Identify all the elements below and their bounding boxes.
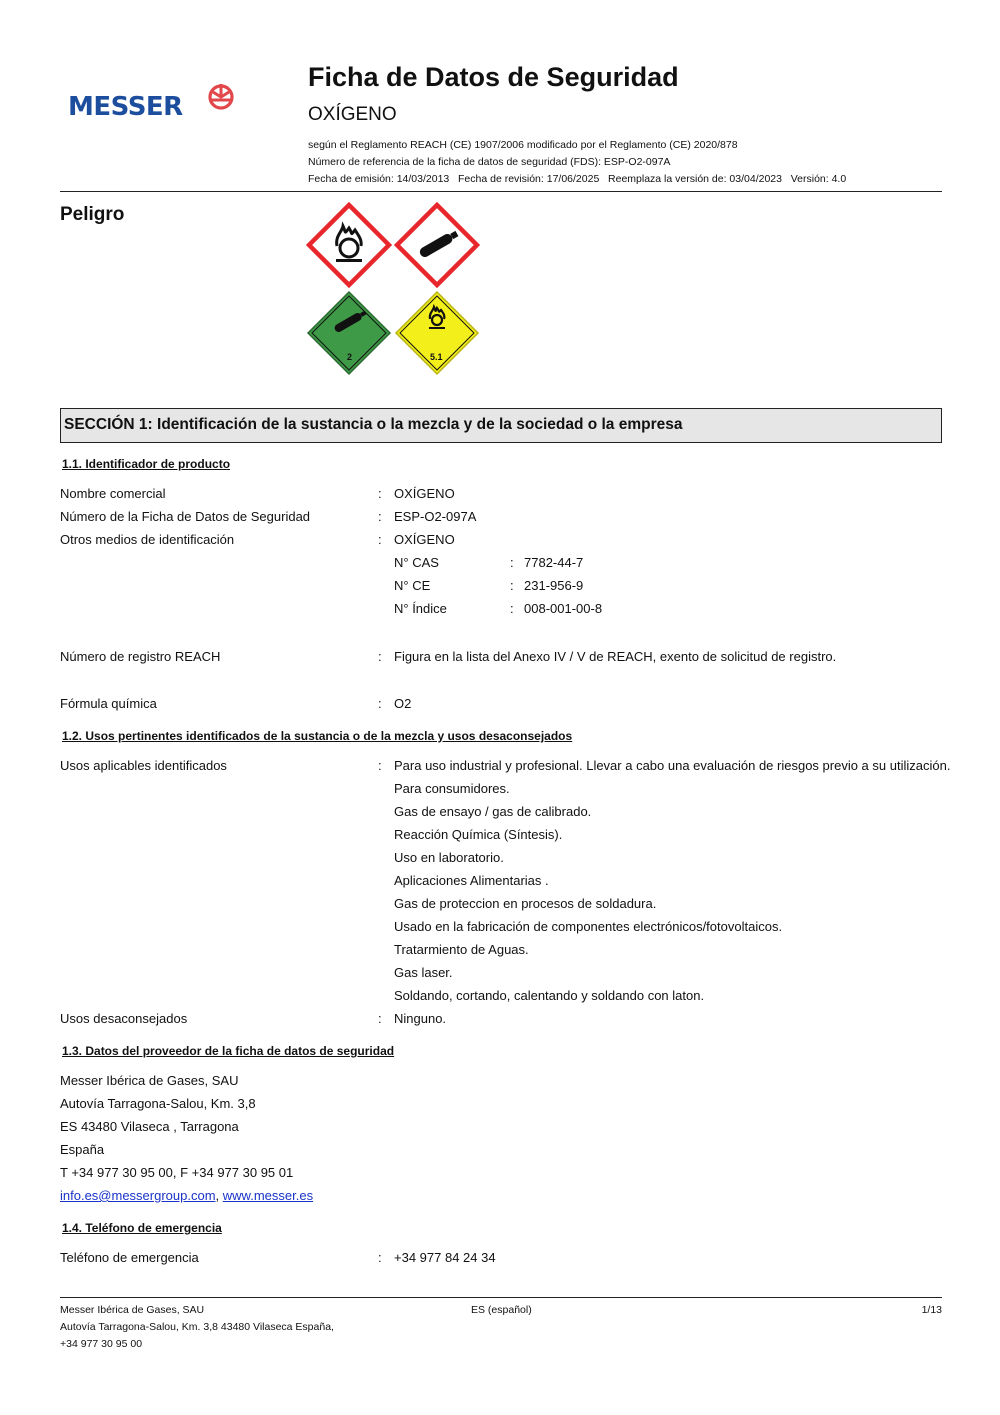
- signal-word: Peligro: [60, 204, 125, 225]
- supplier-contact-links: info.es@messergroup.com, www.messer.es: [60, 1188, 314, 1203]
- transport-number-5-1: 5.1: [430, 352, 443, 362]
- supplier-line: Autovía Tarragona-Salou, Km. 3,8: [60, 1096, 256, 1111]
- transport-number-2: 2: [347, 352, 353, 362]
- use-item: Tratarmiento de Aguas.: [394, 942, 529, 957]
- regulation-line: según el Reglamento REACH (CE) 1907/2006 modificado por el Reglamento (CE) 2020/878: [308, 139, 738, 151]
- reference-line: Número de referencia de la ficha de datos de seguridad (FDS): ESP-O2-097A: [308, 156, 671, 168]
- gas-cylinder-icon: [394, 202, 480, 288]
- subsection-1-4-heading: 1.4. Teléfono de emergencia: [62, 1221, 222, 1235]
- sds-number-label: Número de la Ficha de Datos de Seguridad: [60, 509, 311, 524]
- flame-over-circle-icon: [306, 202, 392, 288]
- emergency-phone-value: +34 977 84 24 34: [394, 1250, 496, 1265]
- identified-uses-label: Usos aplicables identificados: [60, 758, 227, 773]
- reach-label: Número de registro REACH: [60, 649, 221, 664]
- transport-label-class-2: [306, 290, 392, 376]
- use-item: Para consumidores.: [394, 781, 510, 796]
- use-item: Uso en laboratorio.: [394, 850, 504, 865]
- index-value: 008-001-00-8: [524, 601, 603, 616]
- section-1-header: [60, 408, 942, 443]
- footer-address: Autovía Tarragona-Salou, Km. 3,8 43480 Vilaseca España,: [60, 1321, 334, 1333]
- logo-text: MESSER: [68, 92, 183, 122]
- formula-label: Fórmula química: [60, 696, 157, 711]
- use-item: Gas de ensayo / gas de calibrado.: [394, 804, 592, 819]
- supplier-line: España: [60, 1142, 105, 1157]
- website-link[interactable]: www.messer.es: [222, 1188, 314, 1203]
- use-item: Usado en la fabricación de componentes electrónicos/fotovoltaicos.: [394, 919, 783, 934]
- use-item: Aplicaciones Alimentarias .: [394, 873, 549, 888]
- subsection-1-2-heading: 1.2. Usos pertinentes identificados de la sustancia o de la mezcla y usos desaconsejados: [62, 729, 573, 743]
- ce-value: 231-956-9: [524, 578, 584, 593]
- discouraged-uses-value: Ninguno.: [394, 1011, 447, 1026]
- page-number: 1/13: [921, 1304, 942, 1316]
- discouraged-uses-label: Usos desaconsejados: [60, 1011, 188, 1026]
- product-name: OXÍGENO: [308, 104, 397, 125]
- subsection-1-1-heading: 1.1. Identificador de producto: [62, 457, 231, 471]
- messer-logo: [68, 84, 238, 124]
- footer-language: ES (español): [471, 1304, 532, 1316]
- subsection-1-3-heading: 1.3. Datos del proveedor de la ficha de datos de seguridad: [62, 1044, 395, 1058]
- messer-mark-icon: [204, 82, 238, 112]
- trade-name-value: OXÍGENO: [394, 486, 455, 501]
- cas-value: 7782-44-7: [524, 555, 584, 570]
- use-item: Gas de proteccion en procesos de soldadura.: [394, 896, 657, 911]
- header-divider: [60, 191, 942, 192]
- supplier-line: ES 43480 Vilaseca , Tarragona: [60, 1119, 239, 1134]
- formula-value: O2: [394, 696, 412, 711]
- other-id-label: Otros medios de identificación: [60, 532, 235, 547]
- use-item: Gas laser.: [394, 965, 453, 980]
- sds-number-value: ESP-O2-097A: [394, 509, 477, 524]
- use-item: Reacción Química (Síntesis).: [394, 827, 563, 842]
- use-item: Para uso industrial y profesional. Llevar a cabo una evaluación de riesgos previo a su utilización.: [394, 758, 951, 773]
- footer-phone: +34 977 30 95 00: [60, 1338, 143, 1350]
- index-label: N° Índice: [394, 601, 447, 616]
- document-title: Ficha de Datos de Seguridad: [308, 62, 679, 92]
- cas-label: N° CAS: [394, 555, 439, 570]
- ce-label: N° CE: [394, 578, 431, 593]
- supplier-line: T +34 977 30 95 00, F +34 977 30 95 01: [60, 1165, 294, 1180]
- section-1-title: SECCIÓN 1: Identificación de la sustancia o la mezcla y de la sociedad o la empresa: [64, 416, 683, 433]
- supplier-line: Messer Ibérica de Gases, SAU: [60, 1073, 239, 1088]
- dates-line: Fecha de emisión: 14/03/2013 Fecha de revisión: 17/06/2025 Reemplaza la versión de: 03/04/2023 Versión: 4.0: [308, 173, 847, 185]
- use-item: Soldando, cortando, calentando y soldando con laton.: [394, 988, 705, 1003]
- emergency-phone-label: Teléfono de emergencia: [60, 1250, 199, 1265]
- transport-label-class-5-1: [394, 290, 480, 376]
- trade-name-label: Nombre comercial: [60, 486, 166, 501]
- footer-company: Messer Ibérica de Gases, SAU: [60, 1304, 205, 1316]
- email-link[interactable]: info.es@messergroup.com: [60, 1188, 216, 1203]
- footer-divider: [60, 1297, 942, 1298]
- other-id-value: OXÍGENO: [394, 532, 455, 547]
- reach-value: Figura en la lista del Anexo IV / V de REACH, exento de solicitud de registro.: [394, 649, 837, 664]
